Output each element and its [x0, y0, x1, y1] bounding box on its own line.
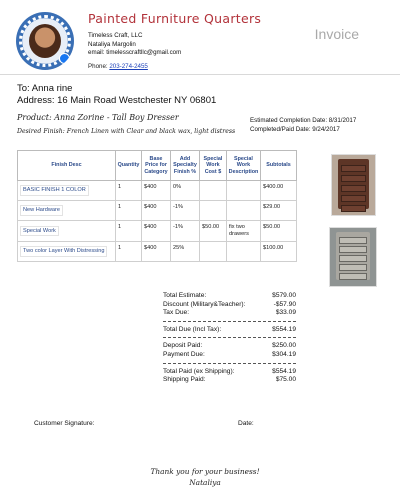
cell-base-price: $400 [142, 201, 171, 221]
header-divider [0, 74, 400, 75]
product-name: Product: Anna Zorine - Tall Boy Dresser [17, 113, 179, 122]
totals-divider [163, 337, 296, 338]
cell-special-desc [227, 201, 261, 221]
total-due-label: Total Due (Incl Tax): [163, 325, 222, 333]
cell-finish-desc [18, 201, 116, 221]
finish-desc-select[interactable]: Special Work [20, 226, 59, 237]
estimated-completion-date: Estimated Completion Date: 8/31/2017 [250, 117, 357, 124]
cell-special-cost [200, 201, 227, 221]
thank-you-note [0, 466, 400, 488]
cell-quantity: 1 [116, 221, 142, 242]
cell-base-price: $400 [142, 221, 171, 242]
dresser-photo-after [329, 227, 377, 287]
finish-desc-select[interactable]: Two color Layer With Distressing [20, 246, 107, 257]
profile-photo [29, 24, 61, 58]
recipient-address: Address: 16 Main Road Westchester NY 06801 [17, 95, 217, 106]
cell-finish-desc [18, 181, 116, 201]
phone-label: Phone: [88, 62, 110, 70]
cell-quantity: 1 [116, 181, 142, 201]
header-finish-desc: Finish Desc [18, 151, 116, 181]
tax-row [163, 309, 296, 318]
cell-special-desc [227, 242, 261, 262]
completed-paid-date: Completed/Paid Date: 9/24/2017 [250, 126, 340, 133]
company-email: email: timelesscraftllc@gmail.com [88, 49, 182, 57]
desired-finish: Desired Finish: French Linen with Clear and black wax, light distress [17, 128, 236, 135]
cell-base-price: $400 [142, 181, 171, 201]
messenger-icon [59, 53, 70, 64]
discount-row [163, 301, 296, 310]
header-subtotals: Subtotals [261, 151, 297, 181]
company-subtitle: Timeless Craft, LLC [88, 32, 143, 39]
company-info [88, 11, 261, 70]
customer-signature-label: Customer Signature: [34, 420, 95, 427]
company-logo-avatar [16, 12, 74, 70]
cell-finish-desc [18, 242, 116, 262]
recipient-block [17, 83, 216, 107]
tax-label: Tax Due: [163, 309, 190, 317]
totals-summary [163, 292, 296, 385]
deposit-label: Deposit Paid: [163, 342, 203, 350]
dresser-image [338, 159, 369, 209]
dresser-image [336, 232, 370, 280]
shipping-label: Shipping Paid: [163, 376, 206, 384]
header-quantity: Quantity [116, 151, 142, 181]
cell-finish-desc [18, 221, 116, 242]
total-paid-value: $554.19 [272, 367, 296, 375]
line-items-table [17, 150, 297, 262]
cell-special-desc [227, 181, 261, 201]
owner-name: Nataliya Margolin [88, 40, 136, 48]
cell-special-cost: $50.00 [200, 221, 227, 242]
cell-special-desc: fix two drawers [227, 221, 261, 242]
cell-add-specialty: -1% [171, 201, 200, 221]
thank-you-text: Thank you for your business! [150, 467, 260, 476]
payment-due-row [163, 351, 296, 360]
discount-value: -$57.90 [273, 300, 296, 308]
company-name: Painted Furniture Quarters [88, 11, 262, 26]
cell-subtotal: $29.00 [261, 201, 297, 221]
total-estimate-row [163, 292, 296, 301]
header-special-cost: Special Work Cost $ [200, 151, 227, 181]
phone-link[interactable]: 203-274-2455 [109, 62, 148, 70]
total-paid-label: Total Paid (ex Shipping): [163, 367, 235, 375]
tax-value: $33.09 [275, 309, 296, 317]
dates-block [250, 116, 356, 134]
signoff-name: Nataliya [189, 478, 221, 487]
signature-date-label: Date: [238, 420, 254, 427]
discount-label: Discount (Military&Teacher): [163, 300, 246, 308]
table-row [18, 201, 297, 221]
cell-add-specialty: -1% [171, 221, 200, 242]
header-add-specialty: Add Specialty Finish % [171, 151, 200, 181]
cell-add-specialty: 0% [171, 181, 200, 201]
document-title: Invoice [314, 26, 359, 42]
table-row [18, 181, 297, 201]
cell-base-price: $400 [142, 242, 171, 262]
payment-due-label: Payment Due: [163, 350, 205, 358]
cell-add-specialty: 25% [171, 242, 200, 262]
table-header-row [18, 151, 297, 181]
cell-subtotal: $100.00 [261, 242, 297, 262]
shipping-row [163, 376, 296, 385]
company-phone [88, 63, 261, 70]
total-estimate-label: Total Estimate: [163, 292, 207, 299]
table-row [18, 242, 297, 262]
finish-desc-select[interactable]: New Hardware [20, 205, 63, 216]
deposit-row [163, 342, 296, 351]
cell-special-cost [200, 181, 227, 201]
totals-divider [163, 363, 296, 364]
header-special-desc: Special Work Description [227, 151, 261, 181]
payment-due-value: $304.19 [272, 350, 296, 358]
cell-quantity: 1 [116, 201, 142, 221]
cell-quantity: 1 [116, 242, 142, 262]
total-due-row [163, 326, 296, 335]
deposit-value: $250.00 [272, 342, 296, 350]
table-row [18, 221, 297, 242]
total-estimate-value: $579.00 [272, 292, 296, 299]
cell-subtotal: $50.00 [261, 221, 297, 242]
dresser-photo-before [331, 154, 376, 216]
shipping-value: $75.00 [275, 376, 296, 384]
recipient-name: To: Anna rine [17, 83, 73, 94]
cell-special-cost [200, 242, 227, 262]
total-due-value: $554.19 [272, 325, 296, 333]
cell-subtotal: $400.00 [261, 181, 297, 201]
header-base-price: Base Price for Category [142, 151, 171, 181]
total-paid-row [163, 368, 296, 377]
totals-divider [163, 321, 296, 322]
finish-desc-select[interactable]: BASIC FINISH 1 COLOR [20, 185, 89, 196]
